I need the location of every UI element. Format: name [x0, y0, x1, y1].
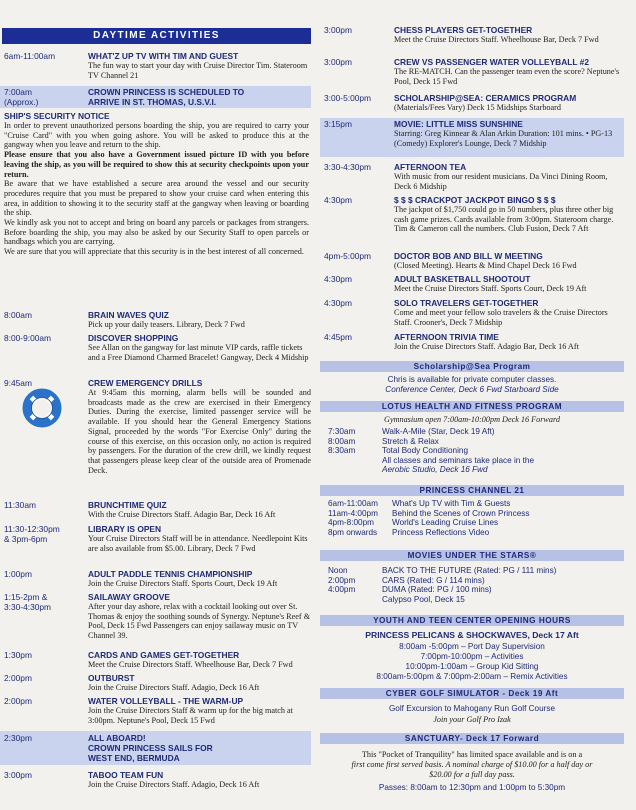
- event-time: 3:00-5:00pm: [324, 93, 372, 103]
- event-whatz-up-tv: [0, 51, 311, 80]
- event-description: Join the Cruise Directors Staff & warm up for the big match at 3:00pm. Neptune's Pool, Deck 15 Fwd: [88, 706, 293, 725]
- event-title: CHESS PLAYERS GET-TOGETHER: [394, 25, 533, 35]
- arrival-title-line2: ARRIVE IN ST. THOMAS, U.S.V.I.: [88, 97, 217, 107]
- event-description: Starring: Greg Kinnear & Alan Arkin Duration: 101 mins. • PG-13 (Comedy) Explorer's Lounge, Deck 7 Midship: [394, 129, 613, 148]
- event-chess-players: [320, 25, 624, 45]
- movie-row: 2:00pm CARS (Rated: G / 114 mins): [328, 575, 485, 585]
- event-basketball-shootout: [320, 274, 624, 294]
- event-title: CREW VS PASSENGER WATER VOLLEYBALL #2: [394, 57, 589, 67]
- event-description: See Allan on the gangway for last minute VIP cards, raffle tickets and a Free Diamond Charmed Bracelet! Gangway, Deck 4 Midship: [88, 343, 309, 362]
- lotus-fitness-header: LOTUS HEALTH AND FITNESS PROGRAM: [320, 401, 624, 412]
- movies-schedule: [320, 566, 624, 604]
- event-brunchtime-quiz: [0, 500, 311, 520]
- event-title: AFTERNOON TRIVIA TIME: [394, 332, 499, 342]
- movie-row: Noon BACK TO THE FUTURE (Rated: PG / 111 mins): [328, 566, 557, 575]
- all-aboard-time: 2:30pm: [4, 733, 32, 743]
- event-library-open: [0, 524, 311, 553]
- sanctuary-line-2: first come first served basis. A nominal charge of $10.00 for a half day or: [351, 760, 593, 769]
- lotus-row: 7:30am Walk-A-Mile (Star, Deck 19 Aft): [328, 427, 495, 436]
- event-ceramics-program: [320, 93, 624, 113]
- event-time: 11:30-12:30pm: [4, 524, 60, 534]
- event-solo-travelers: [320, 298, 624, 327]
- security-paragraph-2: Please ensure that you also have a Government issued picture ID with you before leaving the ship, as you will be required to show this at security checkpoints upon your return.: [4, 150, 309, 179]
- event-time: 3:15pm: [324, 119, 352, 129]
- event-description: Join the Cruise Directors Staff. Sports Court, Deck 19 Aft: [88, 579, 278, 588]
- scholarship-header: Scholarship@Sea Program: [320, 361, 624, 372]
- golf-excursion: Golf Excursion to Mahogany Run Golf Course: [388, 704, 556, 713]
- event-description: Meet the Cruise Directors Staff. Wheelhouse Bar, Deck 7 Fwd: [88, 660, 293, 669]
- event-description: Join the Cruise Directors Staff. Adagio, Deck 16 Aft: [88, 683, 260, 692]
- event-title: LIBRARY IS OPEN: [88, 524, 162, 534]
- all-aboard-title: ALL ABOARD!: [88, 733, 146, 743]
- security-notice: [4, 111, 309, 257]
- sanctuary-passes: Passes: 8:00am to 12:30pm and 1:00pm to 5:30pm: [378, 783, 566, 792]
- all-aboard-sails: CROWN PRINCESS SAILS FOR: [88, 743, 213, 753]
- sanctuary-line-1: This "Pocket of Tranquility" has limited space available and is on a: [361, 750, 583, 759]
- event-time: 2:00pm: [4, 696, 32, 706]
- gym-hours: Gymnasium open 7:00am-10:00pm Deck 16 Forward: [384, 415, 560, 424]
- security-paragraph-1: In order to prevent unauthorized persons boarding the ship, you are required to carry your "Cruise Card" with you when going ashore. You will be asked to produce this at the gangway when you leave and return to the ship.: [4, 121, 309, 150]
- lotus-location: Aerobic Studio, Deck 16 Fwd: [382, 465, 488, 475]
- princess-channel-header: PRINCESS CHANNEL 21: [320, 485, 624, 496]
- event-afternoon-tea: [320, 162, 624, 191]
- security-paragraph-5: We are sure that you will appreciate that this security is in the best interest of all concerned.: [4, 247, 304, 257]
- event-time: 4:45pm: [324, 332, 352, 342]
- event-title: CARDS AND GAMES GET-TOGETHER: [88, 650, 240, 660]
- lotus-schedule: [320, 427, 624, 475]
- event-description: (Materials/Fees Vary) Deck 15 Midships Starboard: [394, 103, 561, 112]
- youth-hours-1: 8:00am -5:00pm – Port Day Supervision: [399, 642, 545, 651]
- event-brain-waves-quiz: [0, 310, 311, 330]
- event-description: Pick up your daily teasers. Library, Deck 7 Fwd: [88, 320, 245, 329]
- channel-row: 11am-4:00pm Behind the Scenes of Crown Princess: [328, 508, 530, 518]
- event-paddle-tennis: [0, 569, 311, 589]
- lotus-note: All classes and seminars take place in the: [382, 455, 535, 465]
- event-time: 11:30am: [4, 500, 36, 510]
- channel-schedule: [320, 499, 624, 537]
- event-title: AFTERNOON TEA: [394, 162, 467, 172]
- event-crackpot-jackpot-bingo: [320, 195, 624, 234]
- event-time: 4:30pm: [324, 274, 352, 284]
- movie-location: Calypso Pool, Deck 15: [382, 594, 465, 604]
- event-time-2: & 3pm-6pm: [4, 534, 48, 544]
- event-time: 1:15-2pm &: [4, 592, 48, 602]
- event-crew-vs-passenger-volleyball: [320, 57, 624, 86]
- youth-teen-header: YOUTH AND TEEN CENTER OPENING HOURS: [320, 615, 624, 626]
- security-paragraph-4: We kindly ask you not to accept and bring on board any parcels or packages from strangers. Before boarding the ship, you may also be asked by our Security Staff to open parcels or handbags which you are carrying.: [4, 218, 309, 247]
- event-time: 1:30pm: [4, 650, 32, 660]
- event-description: At 9:45am this morning, alarm bells will be sounded and broadcasts made as the crew are exercised in their Emergency Duties. During the exercise, limited passenger service will be available. If you should hear the General Emergency Stations Signal, proceeded by the words "For Exercise Only" during the course of this exercise, on this occasion only, no action is required by passengers. For the duration of the crew drill, we kindly request that passengers please keep clear of the outside area of Promenade Deck.: [88, 388, 311, 475]
- event-description: The RE-MATCH. Can the passenger team even the score? Neptune's Pool, Deck 15 Fwd: [394, 67, 620, 86]
- lotus-row: 8:30am Total Body Conditioning: [328, 446, 469, 456]
- event-movie-little-miss-sunshine: [320, 118, 624, 157]
- youth-center-title: PRINCESS PELICANS & SHOCKWAVES, Deck 17 Aft: [365, 630, 579, 640]
- event-title: $ $ $ CRACKPOT JACKPOT BINGO $ $ $: [394, 195, 556, 205]
- event-title: MOVIE: LITTLE MISS SUNSHINE: [394, 119, 523, 129]
- lotus-row: 8:00am Stretch & Relax: [328, 436, 439, 446]
- event-description: Your Cruise Directors Staff will be in attendance. Needlepoint Kits are also available from $5.00. Library, Deck 7 Fwd: [88, 534, 308, 553]
- channel-row: 8pm onwards Princess Reflections Video: [328, 527, 490, 537]
- event-outburst: [0, 673, 311, 693]
- event-title: ADULT BASKETBALL SHOOTOUT: [394, 274, 531, 284]
- sanctuary-header: SANCTUARY- Deck 17 Forward: [320, 733, 624, 744]
- event-description: Join the Cruise Directors Staff. Adagio, Deck 16 Aft: [88, 780, 260, 789]
- youth-hours-4: 8:00am-5:00pm & 7:00pm-2:00am – Remix Activities: [376, 672, 568, 681]
- cyber-golf-header: CYBER GOLF SIMULATOR - Deck 19 Aft: [320, 688, 624, 699]
- event-afternoon-trivia: [320, 332, 624, 352]
- event-doctor-bob-meeting: [320, 251, 624, 271]
- event-cards-and-games: [0, 650, 311, 670]
- event-title: SCHOLARSHIP@SEA: CERAMICS PROGRAM: [394, 93, 577, 103]
- event-time: 8:00am: [4, 310, 32, 320]
- channel-row: 6am-11:00am What's Up TV with Tim & Guests: [328, 499, 511, 508]
- event-title: DISCOVER SHOPPING: [88, 333, 179, 343]
- event-time: 4pm-5:00pm: [324, 251, 372, 261]
- event-title: SOLO TRAVELERS GET-TOGETHER: [394, 298, 539, 308]
- event-description: Meet the Cruise Directors Staff. Wheelhouse Bar, Deck 7 Fwd: [394, 35, 599, 44]
- event-taboo-team-fun: [0, 770, 311, 790]
- movies-under-the-stars-header: MOVIES UNDER THE STARS®: [320, 550, 624, 561]
- channel-row: 4pm-8:00pm World's Leading Cruise Lines: [328, 518, 499, 528]
- event-description: (Closed Meeting). Hearts & Mind Chapel Deck 16 Fwd: [394, 261, 577, 270]
- event-description: Come and meet your fellow solo travelers & the Cruise Directors Staff. Crooner's, Deck 7 Midship: [394, 308, 608, 327]
- scholarship-line-1: Chris is available for private computer classes.: [387, 375, 557, 384]
- all-aboard-notice: [0, 731, 311, 765]
- event-time: 3:00pm: [324, 25, 352, 35]
- event-discover-shopping: [0, 333, 311, 362]
- event-time: 3:00pm: [4, 770, 32, 780]
- scholarship-line-2: Conference Center, Deck 6 Fwd Starboard Side: [385, 385, 559, 394]
- event-title: CREW EMERGENCY DRILLS: [88, 378, 203, 388]
- arrival-approx: (Approx.): [4, 97, 39, 107]
- event-title: SAILAWAY GROOVE: [88, 592, 170, 602]
- security-title: SHIP'S SECURITY NOTICE: [4, 111, 110, 121]
- youth-hours-3: 10:00pm-1:00am – Group Kid Sitting: [405, 662, 539, 671]
- event-time-2: 3:30-4:30pm: [4, 602, 52, 612]
- event-description: With the Cruise Directors Staff. Adagio Bar, Deck 16 Aft: [88, 510, 276, 519]
- event-time: 8:00-9:00am: [4, 333, 52, 343]
- sanctuary-line-3: $20.00 for a full day pass.: [429, 770, 515, 779]
- event-time: 9:45am: [4, 378, 32, 388]
- arrival-notice: [0, 86, 311, 108]
- event-title: DOCTOR BOB AND BILL W MEETING: [394, 251, 543, 261]
- daytime-activities-banner: DAYTIME ACTIVITIES: [2, 28, 311, 44]
- event-description: The fun way to start your day with Cruise Director Tim. Stateroom TV Channel 21: [88, 61, 308, 80]
- event-time: 4:30pm: [324, 298, 352, 308]
- event-sailaway-groove: [0, 592, 311, 641]
- event-time: 1:00pm: [4, 569, 32, 579]
- event-title: TABOO TEAM FUN: [88, 770, 164, 780]
- event-description: Join the Cruise Directors Staff. Adagio Bar, Deck 16 Aft: [394, 342, 579, 351]
- event-title: WATER VOLLEYBALL - THE WARM-UP: [88, 696, 244, 706]
- youth-hours-2: 7:00pm-10:00pm – Activities: [420, 652, 524, 661]
- event-description: The jackpot of $1,750 could go in 50 numbers, plus three other big cash game prizes. Cards available from 3:00pm. Stateroom charge. Tim & Cameron call the numbers. Club Fusion, Deck 7 Aft: [394, 205, 614, 234]
- event-time: 2:00pm: [4, 673, 32, 683]
- event-description: Meet the Cruise Directors Staff. Sports Court, Deck 19 Aft: [394, 284, 587, 293]
- all-aboard-destination: WEST END, BERMUDA: [88, 753, 180, 763]
- security-paragraph-3: Be aware that we have established a secure area around the vessel and our security procedures require that you must be prepared to show your cruise card when entering this area, in addition to showing it to the security staff at the gangway when leaving or boarding the ship.: [4, 179, 309, 218]
- life-ring-icon: [22, 388, 62, 428]
- event-water-volleyball-warmup: [0, 696, 311, 725]
- event-description: After your day ashore, relax with a cocktail looking out over St. Thomas & enjoy the soothing sounds of Synergy. Neptune's Reef & Pool, Deck 15 Fwd Passengers can enjoy sailaway music on TV Channel 39.: [88, 602, 311, 641]
- event-time: 3:30-4:30pm: [324, 162, 372, 172]
- event-time: 6am-11:00am: [4, 51, 56, 61]
- golf-pro: Join your Golf Pro Izak: [433, 715, 511, 724]
- event-description: With music from our resident musicians. Da Vinci Dining Room, Deck 6 Midship: [394, 172, 608, 191]
- event-title: ADULT PADDLE TENNIS CHAMPIONSHIP: [88, 569, 253, 579]
- arrival-time: 7:00am: [4, 87, 32, 97]
- arrival-title-line1: CROWN PRINCESS IS SCHEDULED TO: [88, 87, 245, 97]
- event-title: WHAT'Z UP TV WITH TIM AND GUEST: [88, 51, 239, 61]
- event-title: BRUNCHTIME QUIZ: [88, 500, 167, 510]
- event-title: BRAIN WAVES QUIZ: [88, 310, 169, 320]
- event-time: 4:30pm: [324, 195, 352, 205]
- movie-row: 4:00pm DUMA (Rated: PG / 100 mins): [328, 585, 492, 595]
- event-title: OUTBURST: [88, 673, 135, 683]
- event-time: 3:00pm: [324, 57, 352, 67]
